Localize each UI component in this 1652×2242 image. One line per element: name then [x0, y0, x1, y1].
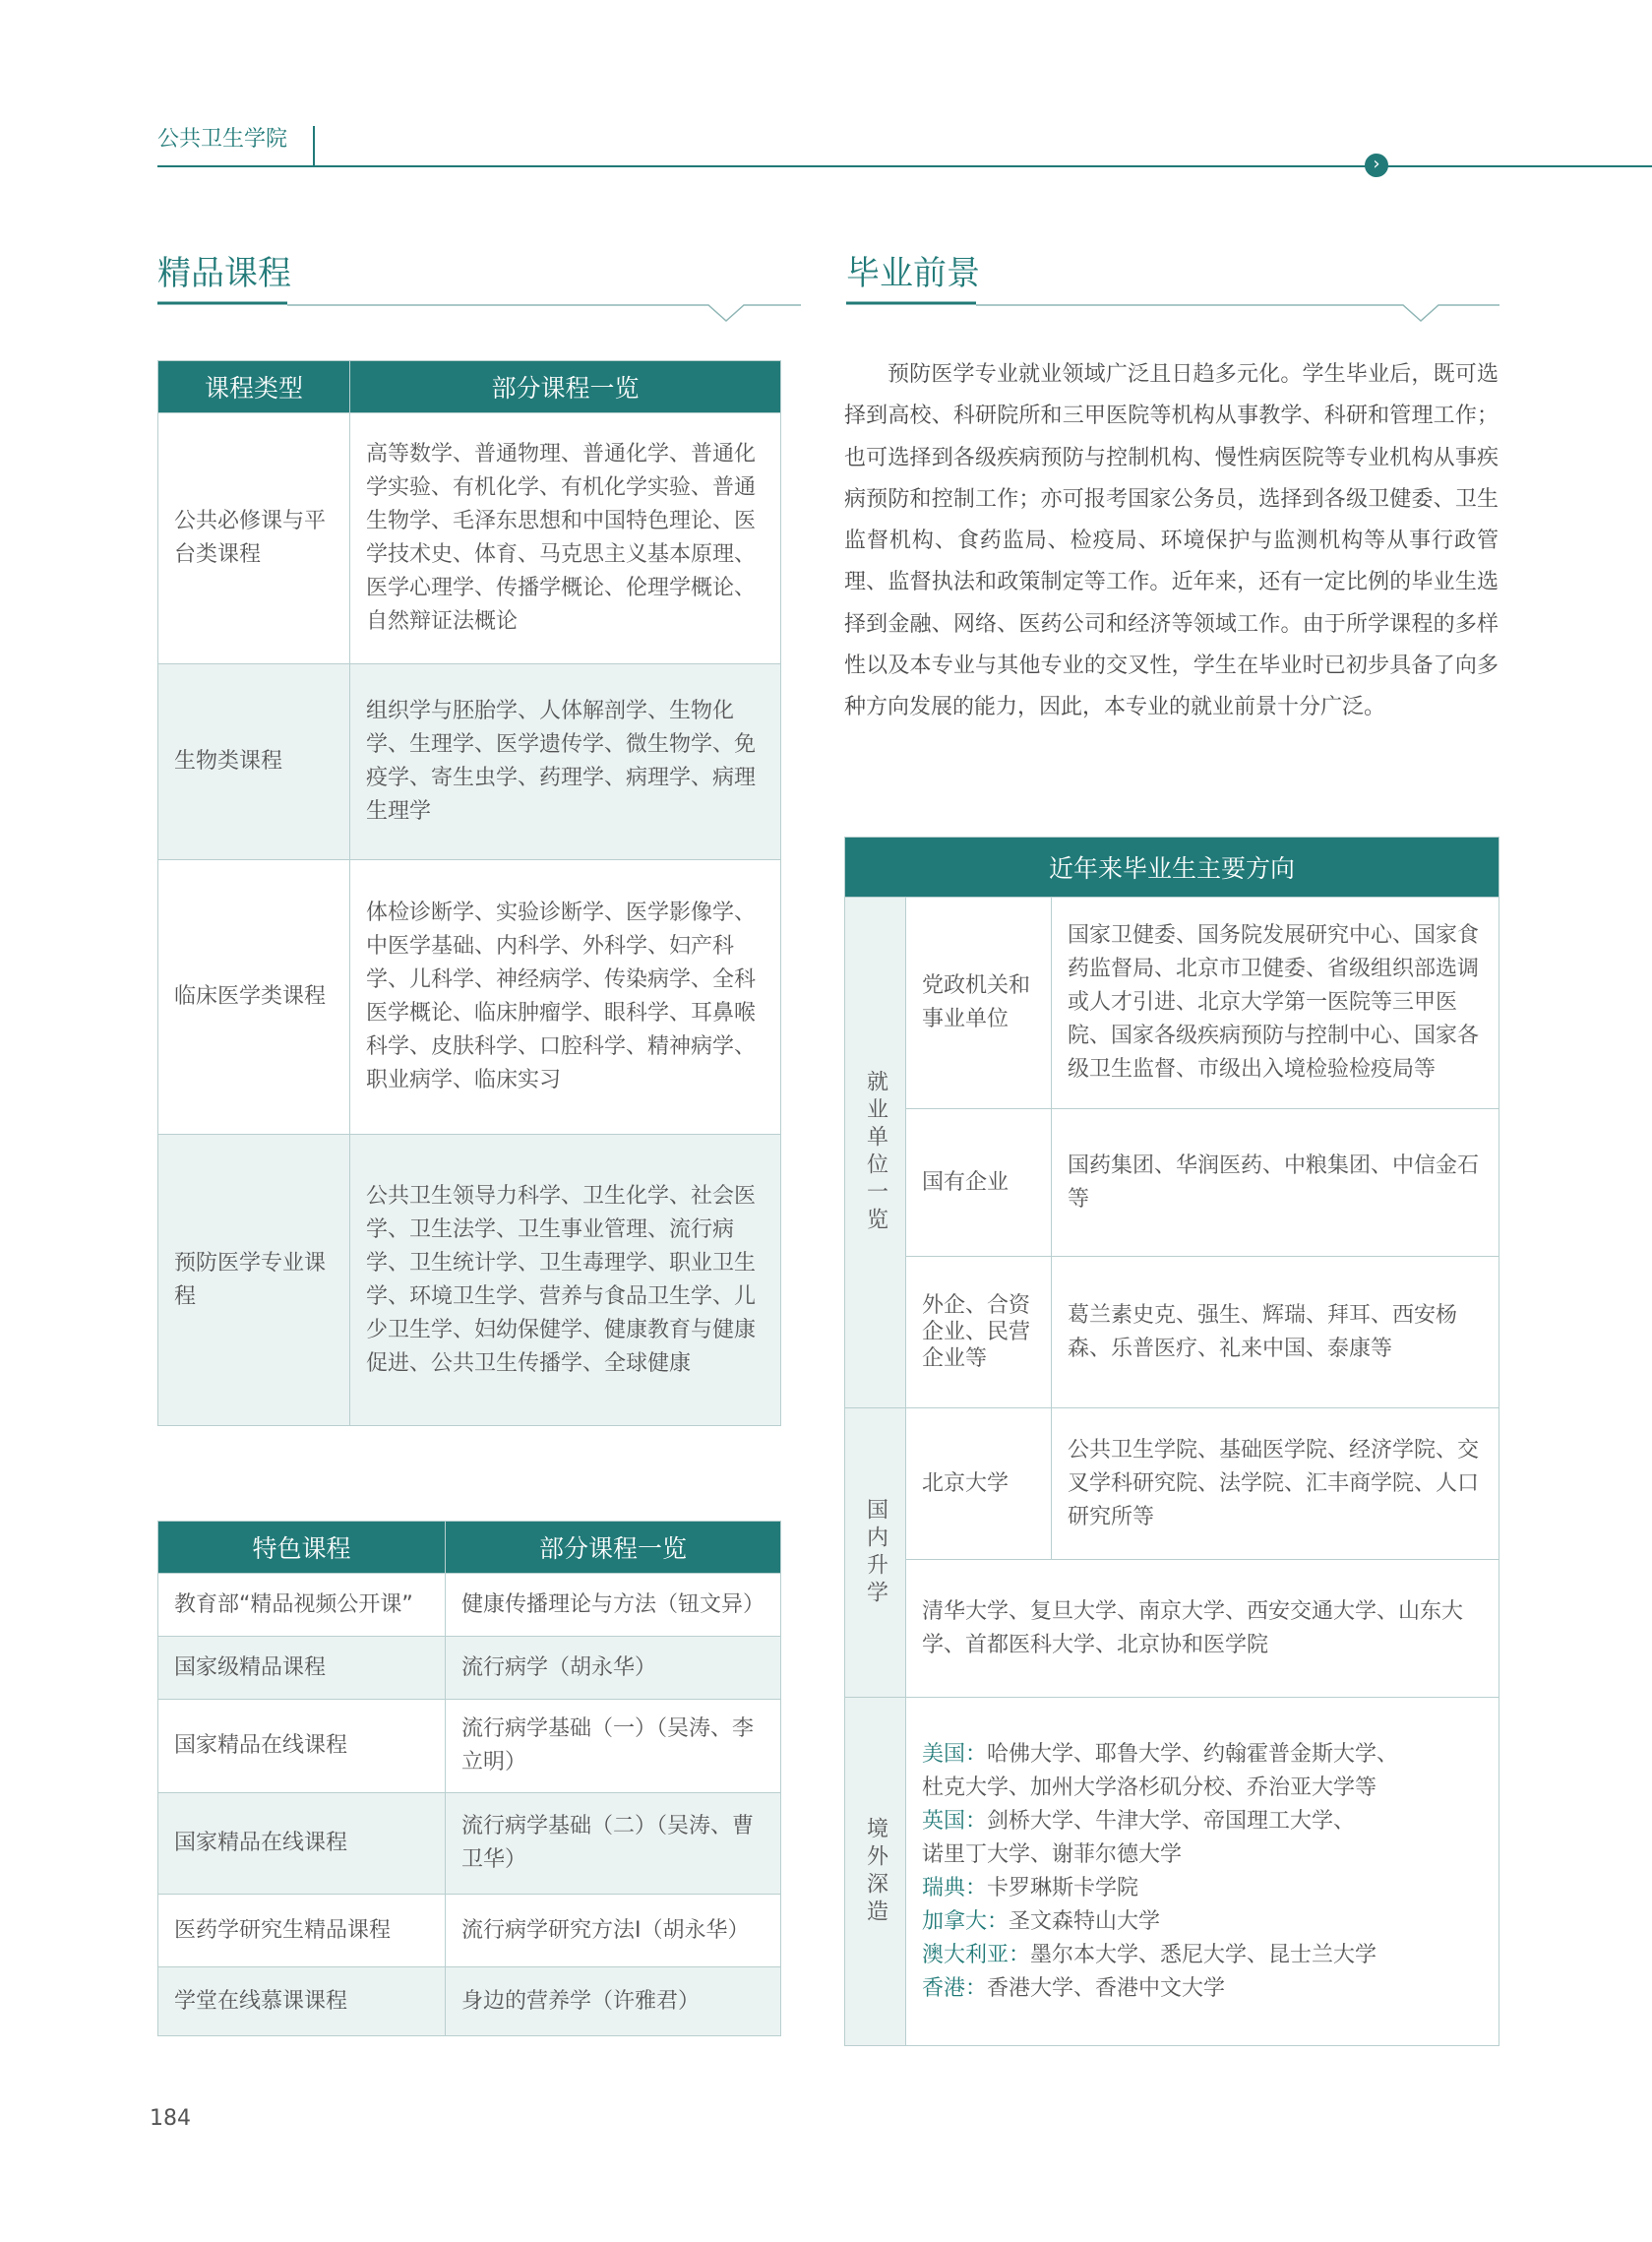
- school-list: 杜克大学、加州大学洛杉矶分校、乔治亚大学等: [922, 1775, 1377, 1800]
- employment-group-label: 就业单位一览: [845, 898, 906, 1408]
- table-header-cell: 近年来毕业生主要方向: [845, 838, 1499, 898]
- school-list: 墨尔本大学、悉尼大学、昆士兰大学: [1030, 1942, 1377, 1967]
- abroad-list-cell: [906, 1698, 1499, 2046]
- featured-course-table: [157, 1521, 781, 2036]
- table-row: [845, 1408, 1499, 1560]
- country-label: 瑞典：: [922, 1875, 988, 1900]
- country-label: 澳大利亚：: [922, 1942, 1031, 1967]
- abroad-group-label: 境外深造: [845, 1698, 906, 2046]
- table-row: [845, 1698, 1499, 2046]
- section-underline-prospects: [846, 301, 1499, 325]
- table-row: [158, 1637, 781, 1700]
- feature-cell: 医药学研究生精品课程: [158, 1895, 446, 1967]
- course-type-cell: 临床医学类课程: [158, 860, 350, 1135]
- university-detail-cell: 公共卫生学院、基础医学院、经济学院、交叉学科研究院、法学院、汇丰商学院、人口研究所等: [1052, 1408, 1499, 1560]
- employer-category-cell: 外企、合资企业、民营企业等: [906, 1257, 1052, 1408]
- school-list: 香港大学、香港中文大学: [987, 1975, 1226, 2001]
- course-list-cell: 高等数学、普通物理、普通化学、普通化学实验、有机化学、有机化学实验、普通生物学、毛泽东思想和中国特色理论、医学技术史、体育、马克思主义基本原理、医学心理学、传播学概论、伦理学概论、自然辩证法概论: [350, 413, 781, 664]
- course-type-cell: 预防医学专业课程: [158, 1135, 350, 1426]
- university-cell: 北京大学: [906, 1408, 1052, 1560]
- list-item: [922, 1905, 1481, 1939]
- section-title-courses: 精品课程: [157, 254, 291, 293]
- table-row: [845, 1257, 1499, 1408]
- table-row: [158, 1135, 781, 1426]
- table-row: [845, 1560, 1499, 1698]
- section-underline-courses: [157, 301, 801, 325]
- section-title-prospects: 毕业前景: [846, 254, 980, 293]
- page-number: 184: [150, 2106, 191, 2131]
- course-cell: 健康传播理论与方法（钮文异）: [446, 1574, 781, 1637]
- employer-category-cell: 党政机关和事业单位: [906, 898, 1052, 1109]
- course-type-cell: 生物类课程: [158, 664, 350, 860]
- list-item: [922, 1872, 1481, 1905]
- table-row: [158, 860, 781, 1135]
- employer-detail-cell: 葛兰素史克、强生、辉瑞、拜耳、西安杨森、乐普医疗、礼来中国、泰康等: [1052, 1257, 1499, 1408]
- feature-cell: 国家级精品课程: [158, 1637, 446, 1700]
- school-list: 诺里丁大学、谢菲尔德大学: [922, 1841, 1183, 1867]
- table-header-cell: 部分课程一览: [350, 361, 781, 413]
- table-row: [845, 1109, 1499, 1257]
- table-row: [158, 1967, 781, 2036]
- domestic-group-label: 国内升学: [845, 1408, 906, 1698]
- feature-cell: 国家精品在线课程: [158, 1793, 446, 1895]
- table-row: [158, 413, 781, 664]
- school-list: 哈佛大学、耶鲁大学、约翰霍普金斯大学、: [987, 1741, 1399, 1767]
- course-type-cell: 公共必修课与平台类课程: [158, 413, 350, 664]
- course-cell: 流行病学研究方法I（胡永华）: [446, 1895, 781, 1967]
- table-header-cell: 特色课程: [158, 1522, 446, 1574]
- list-item: [922, 1939, 1481, 1972]
- country-label: 美国：: [922, 1741, 988, 1767]
- table-row: [158, 1895, 781, 1967]
- course-list-cell: 公共卫生领导力科学、卫生化学、社会医学、卫生法学、卫生事业管理、流行病学、卫生统计学、卫生毒理学、职业卫生学、环境卫生学、营养与食品卫生学、儿少卫生学、妇幼保健学、健康教育与健康促进、公共卫生传播学、全球健康: [350, 1135, 781, 1426]
- course-cell: 流行病学（胡永华）: [446, 1637, 781, 1700]
- table-row: [158, 1793, 781, 1895]
- chapter-title: 公共卫生学院: [157, 127, 288, 152]
- school-list: 圣文森特山大学: [1009, 1908, 1161, 1934]
- country-label: 香港：: [922, 1975, 988, 2001]
- employer-detail-cell: 国家卫健委、国务院发展研究中心、国家食药监督局、北京市卫健委、省级组织部选调或人才引进、北京大学第一医院等三甲医院、国家各级疾病预防与控制中心、国家各级卫生监督、市级出入境检验检疫局等: [1052, 898, 1499, 1109]
- course-cell: 身边的营养学（许雅君）: [446, 1967, 781, 2036]
- employer-category-cell: 国有企业: [906, 1109, 1052, 1257]
- school-list: 卡罗琳斯卡学院: [987, 1875, 1139, 1900]
- other-universities-cell: 清华大学、复旦大学、南京大学、西安交通大学、山东大学、首都医科大学、北京协和医学院: [906, 1560, 1499, 1698]
- table-row: [158, 664, 781, 860]
- chevron-right-icon: ›: [1365, 154, 1388, 177]
- employer-detail-cell: 国药集团、华润医药、中粮集团、中信金石等: [1052, 1109, 1499, 1257]
- header-rule: [157, 165, 1652, 167]
- country-label: 英国：: [922, 1808, 988, 1834]
- table-row: [158, 1700, 781, 1793]
- table-header-cell: 课程类型: [158, 361, 350, 413]
- table-header-cell: 部分课程一览: [446, 1522, 781, 1574]
- feature-cell: 国家精品在线课程: [158, 1700, 446, 1793]
- course-list-cell: 组织学与胚胎学、人体解剖学、生物化学、生理学、医学遗传学、微生物学、免疫学、寄生虫学、药理学、病理学、病理生理学: [350, 664, 781, 860]
- list-item: [922, 1738, 1481, 1772]
- list-item: [922, 1805, 1481, 1838]
- list-item: [922, 1772, 1481, 1805]
- feature-cell: 学堂在线慕课课程: [158, 1967, 446, 2036]
- table-row: [845, 898, 1499, 1109]
- country-label: 加拿大：: [922, 1908, 1010, 1934]
- graduate-direction-table: [844, 837, 1499, 2046]
- header-divider: [313, 126, 315, 165]
- course-cell: 流行病学基础（一）（吴涛、李立明）: [446, 1700, 781, 1793]
- list-item: [922, 1838, 1481, 1872]
- school-list: 剑桥大学、牛津大学、帝国理工大学、: [987, 1808, 1356, 1834]
- list-item: [922, 1972, 1481, 2006]
- course-cell: 流行病学基础（二）（吴涛、曹卫华）: [446, 1793, 781, 1895]
- table-row: [158, 1574, 781, 1637]
- course-type-table: [157, 360, 781, 1426]
- feature-cell: 教育部“精品视频公开课”: [158, 1574, 446, 1637]
- course-list-cell: 体检诊断学、实验诊断学、医学影像学、中医学基础、内科学、外科学、妇产科学、儿科学、神经病学、传染病学、全科医学概论、临床肿瘤学、眼科学、耳鼻喉科学、皮肤科学、口腔科学、精神病学、职业病学、临床实习: [350, 860, 781, 1135]
- career-intro-paragraph: 预防医学专业就业领域广泛且日趋多元化。学生毕业后，既可选择到高校、科研院所和三甲医院等机构从事教学、科研和管理工作；也可选择到各级疾病预防与控制机构、慢性病医院等专业机构从事疾病预防和控制工作；亦可报考国家公务员，选择到各级卫健委、卫生监督机构、食药监局、检疫局、环境保护与监测机构等从事行政管理、监督执法和政策制定等工作。近年来，还有一定比例的毕业生选择到金融、网络、医药公司和经济等领域工作。由于所学课程的多样性以及本专业与其他专业的交叉性，学生在毕业时已初步具备了向多种方向发展的能力，因此，本专业的就业前景十分广泛。: [844, 362, 1499, 720]
